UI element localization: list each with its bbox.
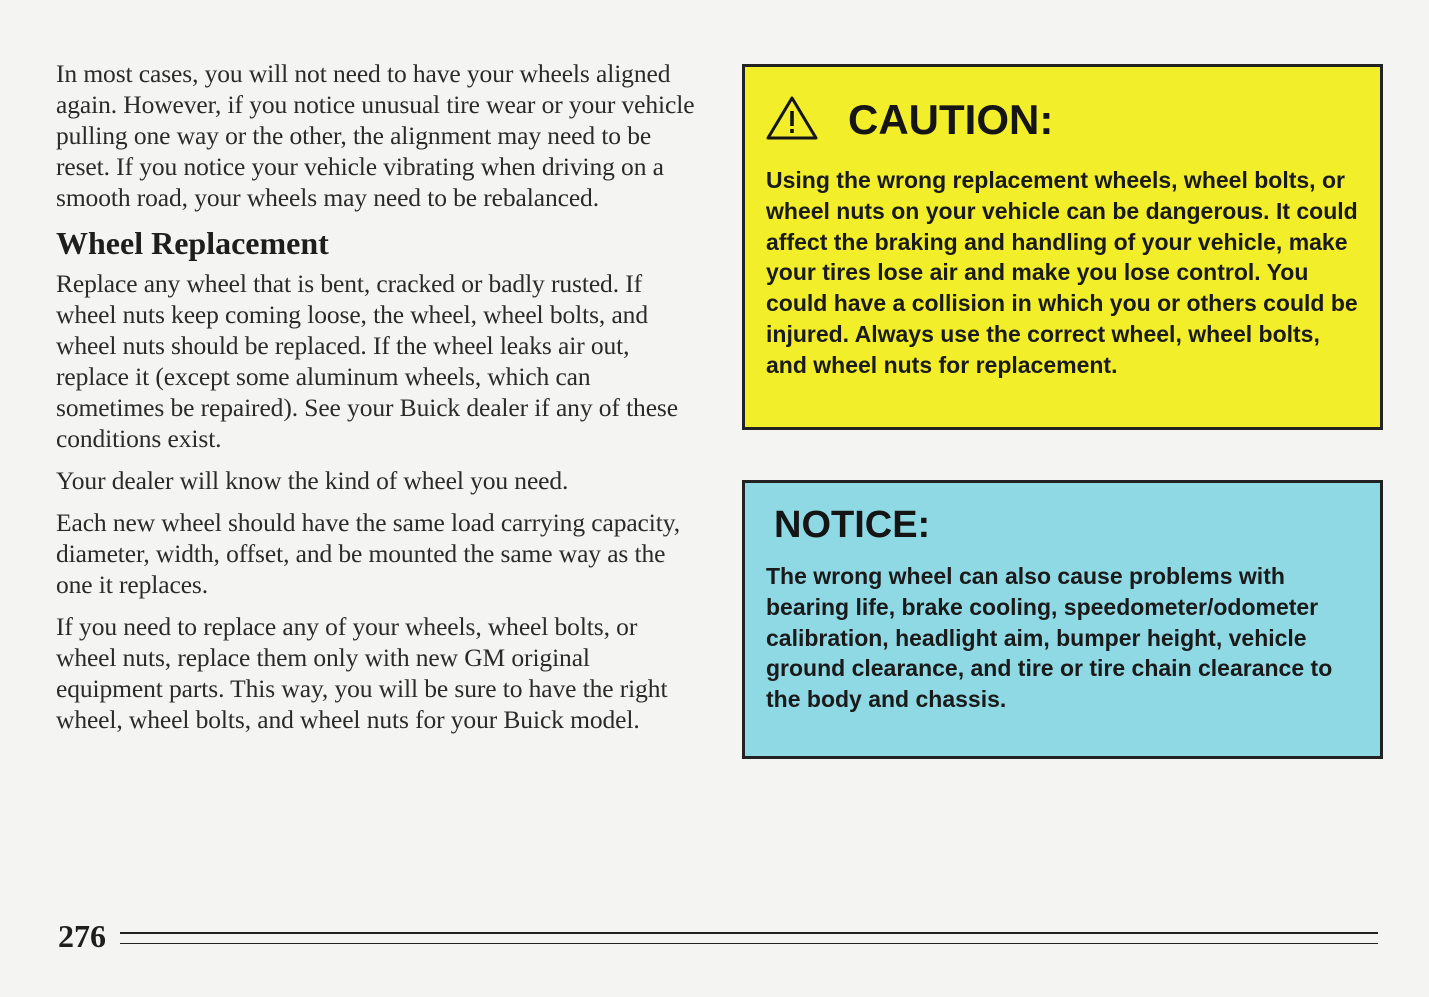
caution-title: CAUTION:	[848, 96, 1054, 143]
intro-paragraph: In most cases, you will not need to have your wheels aligned again. However, if you notice unusual tire wear or your vehicle pulling one way or the other, the alignment may need to be reset. If you notice your vehicle vibrating when driving on a smooth road, your wheels may need to be rebalanced.	[56, 59, 695, 212]
paragraph-dealer: Your dealer will know the kind of wheel you need.	[56, 466, 569, 495]
footer-rule	[120, 932, 1378, 934]
notice-title: NOTICE:	[774, 504, 931, 546]
section-heading: Wheel Replacement	[56, 225, 329, 261]
caution-box	[742, 64, 1383, 430]
page-footer	[58, 918, 1378, 968]
footer-rule-thin	[120, 943, 1378, 944]
caution-text: Using the wrong replacement wheels, wheel bolts, or wheel nuts on your vehicle can be dangerous. It could affect the braking and handling of your vehicle, make your tires lose air and make you lose control. You could have a collision in which you or others could be injured. Always use the correct wheel, wheel bolts, and wheel nuts for replacement.	[766, 167, 1358, 378]
paragraph-new-wheel: Each new wheel should have the same load carrying capacity, diameter, width, offset, and be mounted the same way as the one it replaces.	[56, 508, 681, 599]
paragraph-wheel-replacement: Replace any wheel that is bent, cracked or badly rusted. If wheel nuts keep coming loose, the wheel, wheel bolts, and wheel nuts should be replaced. If the wheel leaks air out, replace it (except some aluminum wheels, which can sometimes be repaired). See your Buick dealer if any of these conditions exist.	[56, 269, 678, 453]
notice-text: The wrong wheel can also cause problems with bearing life, brake cooling, speedometer/odometer calibration, headlight aim, bumper height, vehicle ground clearance, and tire or tire chain clearance to the body and chassis.	[766, 563, 1333, 713]
paragraph-gm-parts: If you need to replace any of your wheels, wheel bolts, or wheel nuts, replace them only with new GM original equipment parts. This way, you will be sure to have the right wheel, wheel bolts, and wheel nuts for your Buick model.	[56, 612, 668, 734]
warning-triangle-icon	[766, 95, 818, 146]
page-number: 276	[58, 918, 106, 954]
left-column	[56, 58, 696, 746]
caution-header	[766, 89, 1362, 151]
notice-box	[742, 480, 1383, 759]
